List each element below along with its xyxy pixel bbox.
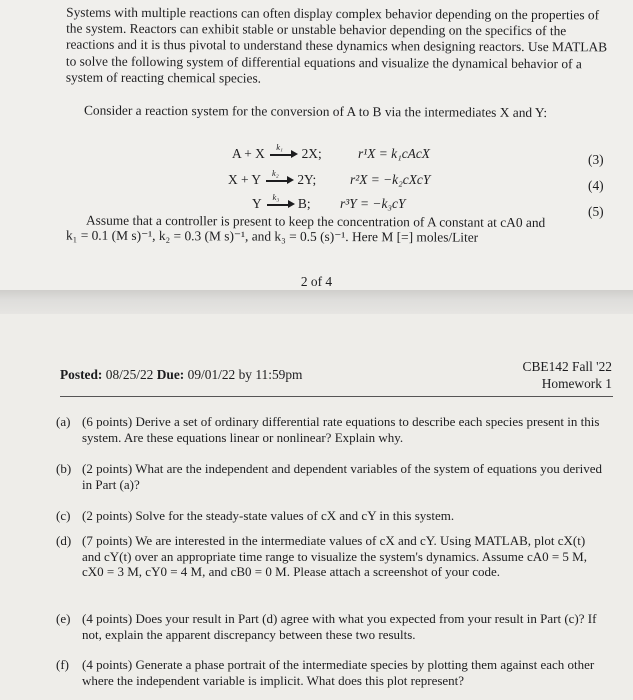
rate-constants-line: k₁ = 0.1 (M s)⁻¹, k₂ = 0.3 (M s)⁻¹, and k₃ = 0.5 (s)⁻¹. Here M [=] moles/Liter	[65, 227, 479, 245]
rate-constant-label: k₂	[271, 168, 279, 179]
reaction-lhs: Y	[252, 196, 262, 211]
reaction-equation-2	[228, 168, 317, 188]
posted-due-header	[60, 367, 302, 383]
rate-law-3: r³Y = −k₃cY	[340, 196, 406, 211]
course-name: CBE142 Fall '22	[522, 359, 612, 374]
rate-constant-label: k₃	[272, 192, 280, 203]
reaction-rhs: 2Y;	[297, 172, 317, 187]
document-page-top	[0, 0, 633, 290]
question-label: (a)	[56, 414, 71, 429]
consider-paragraph: Consider a reaction system for the conversion of A to B via the intermediates X and Y:	[83, 102, 548, 120]
question-label: (c)	[56, 508, 71, 523]
equation-number-3: (5)	[588, 204, 604, 219]
reaction-rhs: B;	[297, 196, 311, 211]
question-text: (4 points) Does your result in Part (d) agree with what you expected from your result in Part (c)? If not, explain the apparent discrepancy between these two results.	[82, 611, 597, 642]
question-label: (b)	[56, 461, 72, 476]
reaction-arrow-icon	[270, 142, 296, 156]
question-e	[56, 611, 604, 642]
question-text: (7 points) We are interested in the intermediate values of cX and cY. Using MATLAB, plot cX(t) and cY(t) over an appropriate time range to visualize the system's dynamics. Assume cA0 = 5 M, cX0 = 3 M, cY0 = 4 M, and cB0 = 0 M. Please attach a screenshot of your code.	[82, 533, 587, 580]
question-text: (4 points) Generate a phase portrait of the intermediate species by plotting them against each other where the independent variable is implicit. What does this plot represent?	[82, 657, 595, 688]
question-label: (d)	[56, 533, 72, 548]
question-a	[56, 414, 604, 445]
due-label: Due:	[156, 367, 185, 382]
posted-date: 08/25/22	[105, 367, 154, 382]
question-c	[56, 508, 604, 524]
reaction-lhs: X + Y	[228, 172, 261, 187]
page-number: 2 of 4	[300, 274, 333, 289]
reaction-arrow-icon	[266, 168, 292, 182]
question-f	[56, 657, 604, 688]
question-b	[56, 461, 604, 492]
rate-constant-label: k₁	[276, 142, 283, 153]
equation-number-2: (4)	[588, 178, 604, 193]
question-label: (e)	[56, 611, 71, 626]
assume-sentence: Assume that a controller is present to keep the concentration of A constant at cA0 and	[85, 212, 546, 231]
equation-number-1: (3)	[588, 152, 604, 167]
header-divider	[60, 396, 613, 397]
posted-label: Posted:	[60, 367, 103, 382]
question-text: (6 points) Derive a set of ordinary differential rate equations to describe each species present in this system. Are these equations linear or nonlinear? Explain why.	[82, 414, 600, 445]
page-gap	[0, 290, 633, 314]
document-page-bottom	[0, 314, 633, 700]
question-text: (2 points) Solve for the steady-state values of cX and cY in this system.	[82, 508, 455, 523]
due-date: 09/01/22 by 11:59pm	[187, 367, 303, 382]
intro-paragraph: Systems with multiple reactions can often display complex behavior depending on the properties of the system. Reactors can exhibit stable or unstable behavior depending on the specifics of the reactions and it is thus pivotal to understand these dynamics when designing reactors. Use MATLAB to solve the following system of differential equations and visualize the dynamical behavior of a system of reacting chemical species.	[65, 4, 608, 86]
reaction-rhs: 2X;	[301, 146, 322, 161]
question-text: (2 points) What are the independent and dependent variables of the system of equations you derived in Part (a)?	[82, 461, 602, 492]
assignment-name: Homework 1	[541, 376, 612, 391]
question-d	[56, 533, 604, 580]
reaction-arrow-icon	[267, 192, 293, 206]
course-header	[523, 358, 612, 392]
question-label: (f)	[56, 657, 69, 672]
rate-law-1: r¹X = k₁cAcX	[358, 146, 430, 161]
reaction-lhs: A + X	[232, 146, 265, 161]
rate-law-2: r²X = −k₂cXcY	[350, 172, 431, 187]
reaction-equation-3	[252, 192, 311, 212]
reaction-equation-1	[232, 142, 322, 162]
